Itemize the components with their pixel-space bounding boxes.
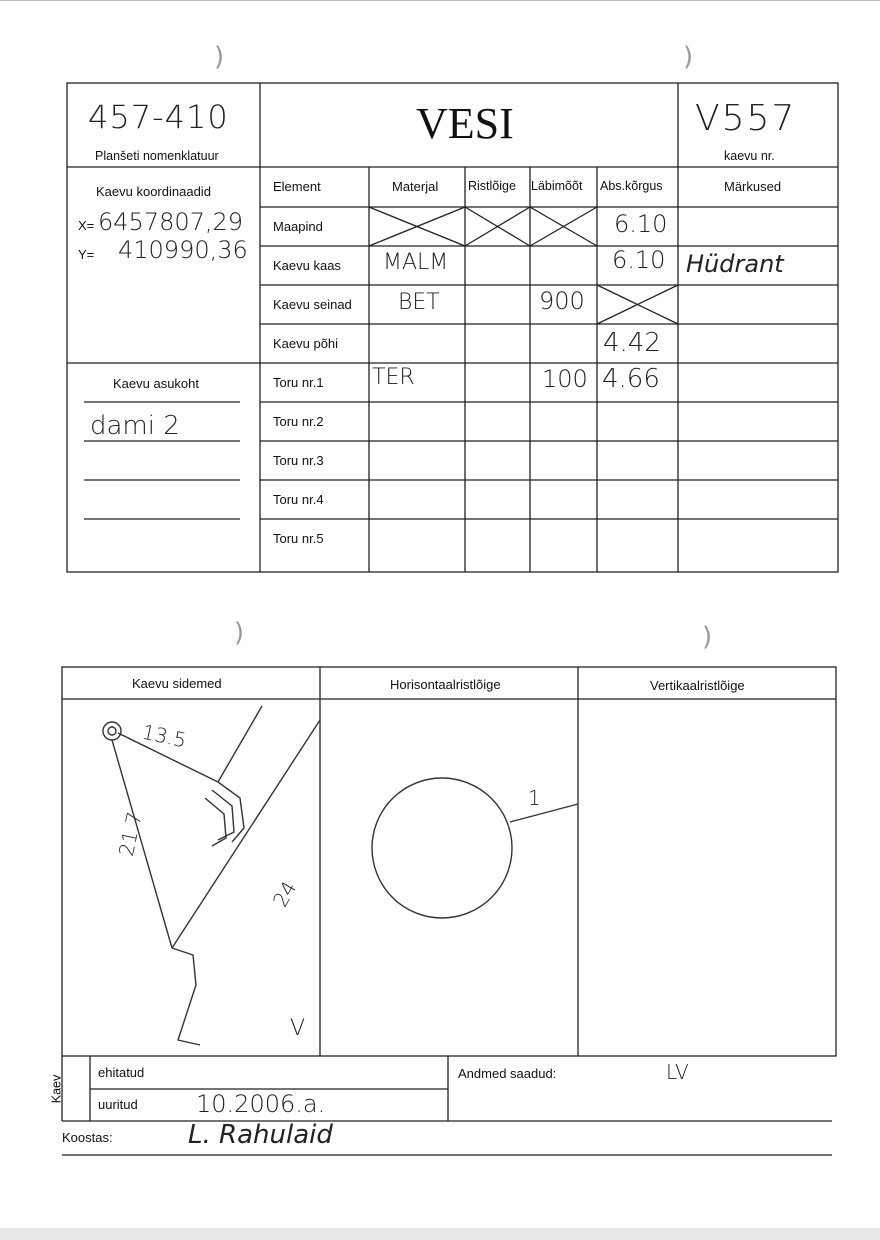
built-label: ehitatud (98, 1065, 145, 1080)
pipe1-diameter: 100 (542, 365, 588, 393)
ground-abs-height: 6.10 (614, 210, 668, 238)
map-sheet-label: Planšeti nomenklatuur (95, 149, 219, 163)
coordinates-label: Kaevu koordinaadid (96, 184, 211, 199)
row-label-pipe-4: Toru nr.4 (273, 492, 324, 507)
col-header-element: Element (273, 179, 321, 194)
compiled-by-label: Koostas: (62, 1130, 113, 1145)
row-label-pipe-1: Toru nr.1 (273, 375, 324, 390)
col-header-notes: Märkused (724, 179, 782, 194)
data-source-value: LV (666, 1060, 689, 1084)
north-mark: V (290, 1016, 306, 1041)
hand-mark: 24 (267, 876, 302, 912)
cover-notes: Hüdrant (686, 250, 784, 278)
y-coordinate-label: Y= (78, 247, 95, 262)
walls-material: BET (398, 290, 440, 315)
row-label-walls: Kaevu seinad (273, 297, 352, 312)
row-label-pipe-3: Toru nr.3 (273, 453, 324, 468)
vertical-section-label: Vertikaalristlõige (650, 678, 745, 693)
cover-material: MALM (383, 250, 449, 275)
row-label-cover: Kaevu kaas (273, 258, 341, 273)
horizontal-section-label: Horisontaalristlõige (390, 677, 501, 692)
links-section-label: Kaevu sidemed (132, 676, 222, 691)
well-number-label: kaevu nr. (724, 149, 775, 163)
punch-hole-mark: ) (702, 622, 713, 652)
horizontal-section-drawing (372, 778, 578, 918)
punch-hole-mark: ) (234, 618, 245, 648)
pipe-number-label: 1 (528, 786, 541, 810)
distance-b-label: 21.7 (113, 809, 147, 859)
cover-abs-height: 6.10 (612, 246, 666, 274)
map-sheet-value: 457-410 (88, 98, 229, 136)
page-bottom-edge (0, 1228, 880, 1240)
y-coordinate-value: 410990,36 (118, 236, 248, 264)
x-coordinate-value: 6457807,29 (98, 208, 244, 236)
compiled-by-signature: L. Rahulaid (188, 1120, 333, 1150)
x-coordinate-label: X= (78, 218, 95, 233)
data-source-label: Andmed saadud: (458, 1066, 557, 1081)
well-side-label: Kaev (49, 1074, 64, 1104)
col-header-abs-height: Abs.kõrgus (600, 179, 663, 193)
bottom-abs-height: 4.42 (603, 328, 661, 358)
col-header-material: Materjal (392, 179, 439, 194)
surveyed-label: uuritud (98, 1097, 138, 1112)
row-label-pipe-5: Toru nr.5 (273, 531, 324, 546)
pipe1-material: TER (372, 365, 415, 390)
row-label-pipe-2: Toru nr.2 (273, 414, 324, 429)
location-label: Kaevu asukoht (113, 376, 200, 391)
col-header-cross-section: Ristlõige (468, 179, 516, 193)
pipe1-abs-height: 4.66 (602, 364, 660, 394)
walls-diameter: 900 (539, 287, 585, 315)
location-value: dami 2 (90, 411, 180, 441)
punch-hole-mark: ) (683, 42, 694, 72)
distance-a-label: 13.5 (139, 719, 189, 753)
row-label-bottom: Kaevu põhi (273, 336, 339, 351)
well-links-sketch (103, 706, 320, 1045)
page-title: VESI (416, 99, 514, 148)
row-label-ground: Maapind (273, 219, 323, 234)
col-header-diameter: Läbimõõt (531, 179, 583, 193)
surveyed-value: 10.2006.a. (196, 1090, 326, 1118)
well-number-value: V557 (695, 98, 797, 139)
punch-hole-mark: ) (214, 42, 225, 72)
